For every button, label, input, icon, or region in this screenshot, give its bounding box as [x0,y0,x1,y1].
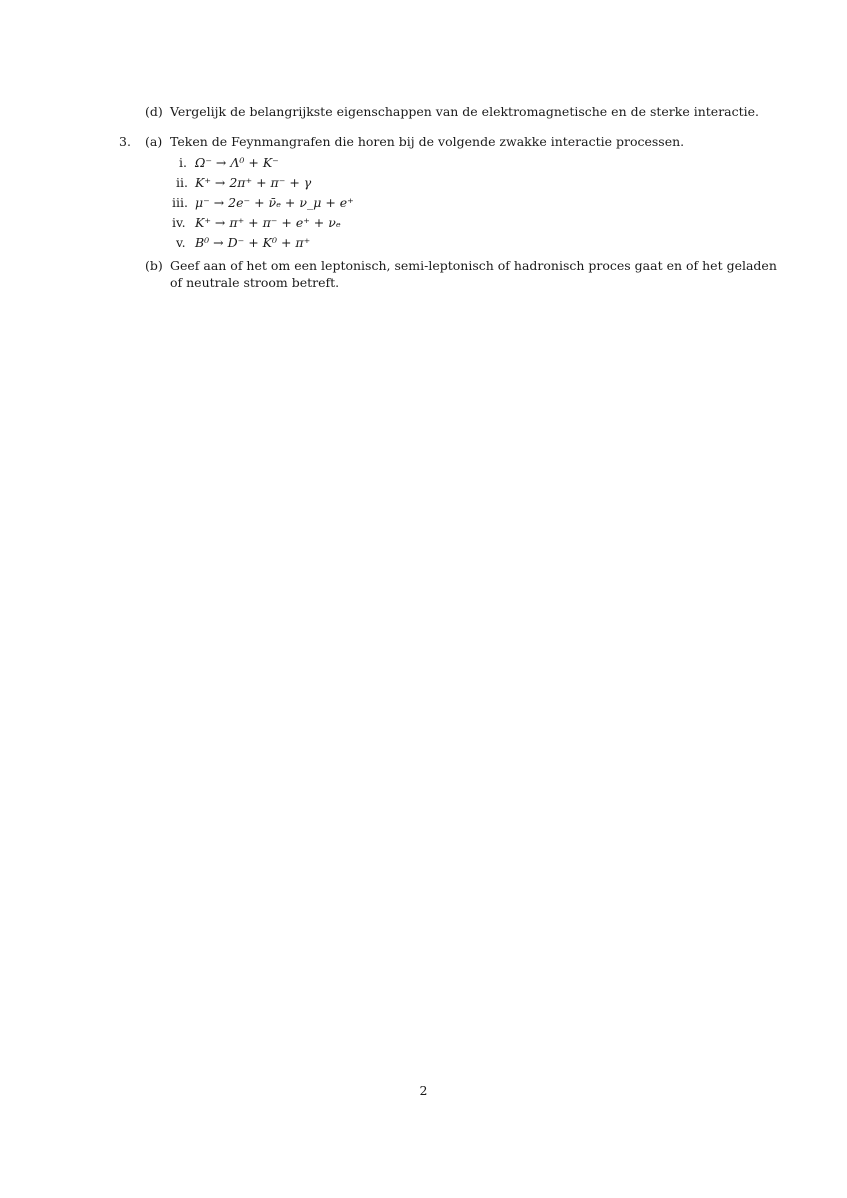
process-formula-i: Ω⁻ → Λ⁰ + K⁻ [195,155,279,170]
process-formula-iii: μ⁻ → 2e⁻ + ν̄ₑ + ν_μ + e⁺ [195,195,354,210]
process-label-iii: iii. [172,195,188,210]
process-formula-ii: K⁺ → 2π⁺ + π⁻ + γ [195,175,312,190]
process-label-ii: ii. [176,175,188,190]
q3-a-label: (a) [145,134,163,149]
q3-b-label: (b) [145,258,163,273]
q3-a-text: Teken de Feynmangrafen die horen bij de volgende zwakke interactie processen. [170,134,685,149]
process-formula-iv: K⁺ → π⁺ + π⁻ + e⁺ + νₑ [195,215,341,230]
page-number: 2 [419,1083,428,1098]
q3-b-text-line1: Geef aan of het om een leptonisch, semi-leptonisch of hadronisch proces gaat en of het geladen [170,258,777,273]
process-label-iv: iv. [172,215,186,230]
q2-d-label: (d) [145,104,163,119]
process-label-i: i. [179,155,187,170]
q3-number: 3. [119,134,131,149]
process-label-v: v. [176,235,186,250]
q3-b-text-line2: of neutrale stroom betreft. [170,275,340,290]
process-formula-v: B⁰ → D⁻ + K⁰ + π⁺ [195,235,311,250]
q2-d-text: Vergelijk de belangrijkste eigenschappen van de elektromagnetische en de sterke interactie. [170,104,760,119]
